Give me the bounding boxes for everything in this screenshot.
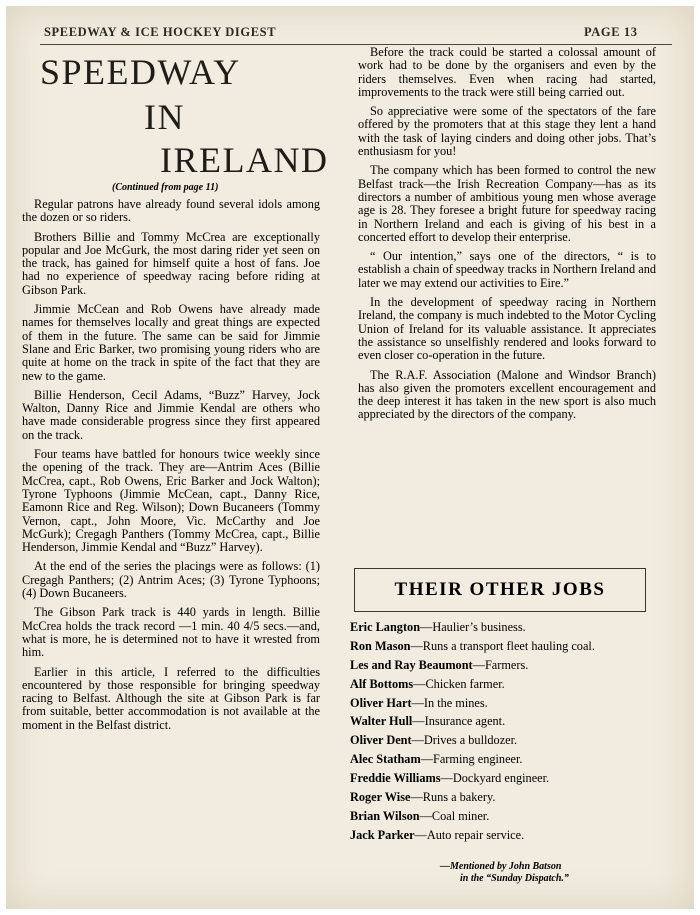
rider-job: —Haulier’s business. (420, 620, 526, 634)
rider-name: Oliver Hart (350, 695, 412, 710)
article-paragraph: The R.A.F. Association (Malone and Windsor Branch) has also given the promoters excellent encouragement and the deep interest it has taken in the new sport is also much appreciated by the directors of the company. (358, 367, 656, 422)
rider-name: Freddie Williams (350, 771, 441, 786)
jobs-heading: THEIR OTHER JOBS (394, 579, 606, 600)
list-item (350, 696, 650, 711)
rider-job: —In the mines. (411, 695, 488, 710)
article-title-line-1: SPEEDWAY (40, 52, 241, 92)
list-item (350, 790, 650, 805)
right-column (358, 46, 656, 428)
article-paragraph: Brothers Billie and Tommy McCrea are exceptionally popular and Joe McGurk, the most daring rider yet seen on the track, has gained for himself quite a host of fans. Joe had no experience of speedway racing before riding at Gibson Park. (22, 229, 320, 297)
rider-name: Alf Bottoms (350, 676, 414, 691)
rider-name: Oliver Dent (350, 733, 412, 748)
article-paragraph: Four teams have battled for honours twice weekly since the opening of the track. They are—Antrim Aces (Billie McCrea, capt., Rob Owens, Eric Barker and Jock Walton); Tyrone Typhoons (Jimmie McCean, capt., Danny Rice, Eamonn Rice and Reg. Wilson); Down Bucaneers (Tommy Vernon, capt., John Moore, Vic. McCarthy and Joe McGurk); Cregagh Panthers (Tommy McCrea, capt., Billie Henderson, Jimmie Kendal and “Buzz” Harvey). (22, 447, 320, 555)
article-paragraph: Earlier in this article, I referred to the difficulties encountered by those responsible for bringing speedway racing to Belfast. Although the site at Gibson Park is far from suitable, better accommodation is not available at the moment in the Belfast district. (22, 664, 320, 732)
rider-job: —Chicken farmer. (413, 676, 505, 691)
list-item (350, 809, 650, 824)
list-item (350, 752, 650, 767)
rider-name: Eric Langton (350, 620, 421, 634)
left-column (22, 198, 320, 738)
rider-job: —Runs a transport fleet hauling coal. (410, 638, 595, 653)
rider-name: Alec Statham (350, 752, 421, 767)
list-item (350, 677, 650, 692)
rider-name: Jack Parker (350, 827, 415, 842)
jobs-heading-box (354, 568, 646, 612)
rider-name: Brian Wilson (350, 808, 420, 823)
list-item (350, 828, 650, 843)
publication-name: SPEEDWAY & ICE HOCKEY DIGEST (44, 25, 277, 39)
rider-job: —Coal miner. (419, 808, 490, 823)
article-paragraph: At the end of the series the placings were as follows: (1) Cregagh Panthers; (2) Antrim Aces; (3) Tyrone Typhoons; (4) Down Bucaneers. (22, 559, 320, 601)
rider-name: Les and Ray Beaumont (350, 657, 473, 672)
list-item (350, 620, 650, 635)
rider-name: Roger Wise (350, 790, 411, 805)
list-item (350, 658, 650, 673)
article-paragraph: Before the track could be started a colossal amount of work had to be done by the organisers and even by the riders themselves. Even when racing had started, improvements to the track were still being carried out. (358, 45, 656, 99)
article-paragraph: Jimmie McCean and Rob Owens have already made names for themselves locally and great things are expected of them in the future. The same can be said for Jimmie Slane and Eric Barker, two promising young riders who are quite at home on the track in spite of the fact that they are new to the game. (22, 302, 320, 383)
rider-name: Ron Mason (350, 638, 411, 653)
article-paragraph: The company which has been formed to control the new Belfast track—the Irish Recreation Company—has as its directors a number of ambitious young men whose average age is 28. They foresee a bright future for speedway racing in Northern Ireland and each is giving of his best in a concerted effort to develop their enterprise. (358, 163, 656, 244)
article-paragraph: Billie Henderson, Cecil Adams, “Buzz” Harvey, Jock Walton, Danny Rice and Jimmie Kendal are others who have made considerable progress since they first appeared on the track. (22, 387, 320, 442)
list-item (350, 714, 650, 729)
rider-job: —Auto repair service. (414, 827, 525, 842)
article-title-line-3: IRELAND (160, 140, 329, 180)
rider-job: —Drives a bulldozer. (411, 733, 518, 748)
article-paragraph: So appreciative were some of the spectators of the fare offered by the promoters that at this stage they lent a hand with the task of laying cinders and doing other jobs. That’s enthusiasm for you! (358, 104, 656, 159)
rider-job: —Dockyard engineer. (440, 771, 550, 786)
article-paragraph: “ Our intention,” says one of the directors, “ is to establish a chain of speedway tracks in Northern Ireland and later we may extend our activities to Eire.” (358, 249, 656, 290)
article-title-line-2: IN (144, 97, 185, 137)
rider-job: —Insurance agent. (412, 714, 506, 729)
continued-note: (Continued from page 11) (112, 182, 219, 193)
rider-name: Walter Hull (350, 714, 413, 729)
rider-job: —Farmers. (472, 657, 529, 672)
page-number: PAGE 13 (584, 25, 638, 39)
list-item (350, 733, 650, 748)
rider-job: —Farming engineer. (420, 752, 523, 767)
jobs-list (350, 620, 650, 847)
list-item (350, 771, 650, 786)
list-item (350, 639, 650, 654)
rider-job: —Runs a bakery. (410, 790, 496, 805)
credit-line: —Mentioned by John Batson (440, 861, 562, 872)
article-paragraph: In the development of speedway racing in Northern Ireland, the company is much indebted to the Motor Cycling Union of Ireland for its valuable assistance. It appreciates the assistance so unselfishly rendered and looks forward to even closer co-operation in the future. (358, 295, 656, 363)
credit-line: in the “Sunday Dispatch.” (460, 873, 569, 884)
article-paragraph: Regular patrons have already found several idols among the dozen or so riders. (22, 197, 320, 225)
source-credit (440, 861, 670, 885)
article-paragraph: The Gibson Park track is 440 yards in length. Billie McCrea holds the track record —1 min. 40 4/5 secs.—and, what is more, he is determined not to have it wrested from him. (22, 605, 320, 660)
